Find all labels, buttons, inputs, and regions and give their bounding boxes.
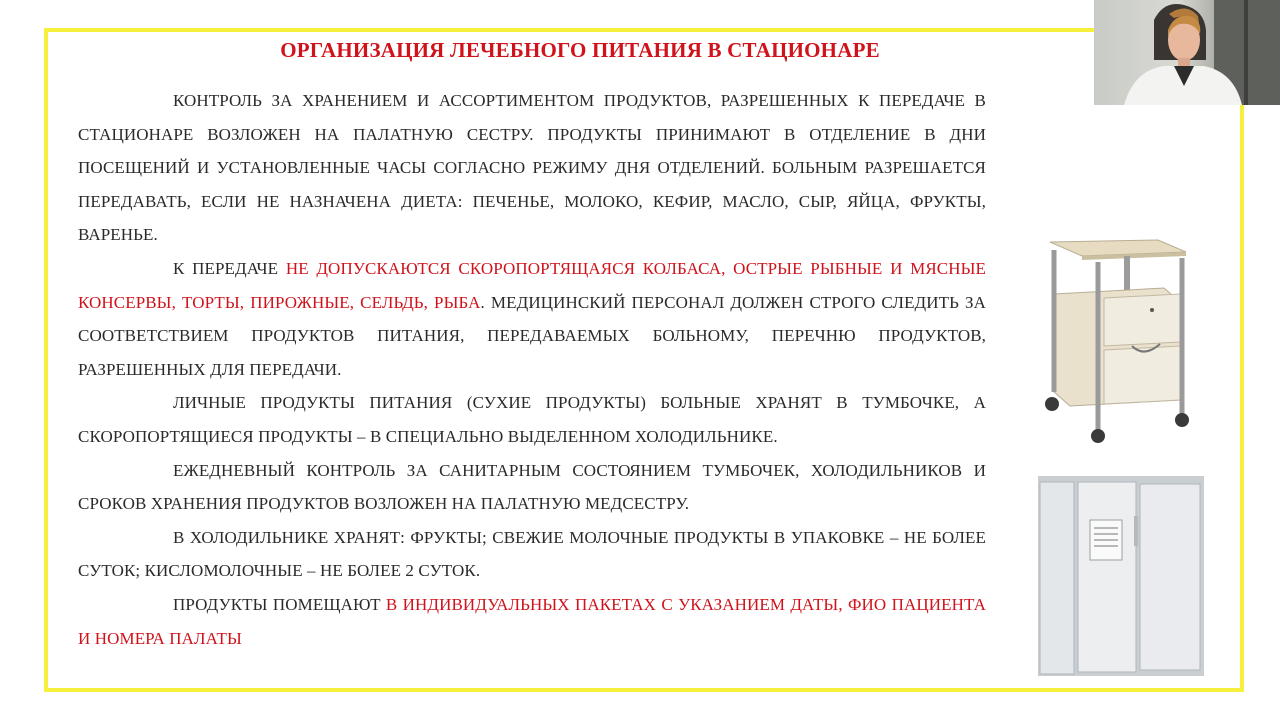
webcam-video xyxy=(1094,0,1280,105)
refrigerators-image xyxy=(1038,476,1204,676)
paragraph-3: ЛИЧНЫЕ ПРОДУКТЫ ПИТАНИЯ (СУХИЕ ПРОДУКТЫ) БОЛЬНЫЕ ХРАНЯТ В ТУМБОЧКЕ, А СКОРОПОРТЯЩИЕСЯ ПРОДУКТЫ – В СПЕЦИАЛЬНО ВЫДЕЛЕННОМ ХОЛОДИЛЬНИКЕ. xyxy=(78,393,986,446)
paragraph-2 xyxy=(78,252,986,386)
paragraph-6-highlight: В ИНДИВИДУАЛЬНЫХ ПАКЕТАХ С УКАЗАНИЕМ ДАТЫ, ФИО ПАЦИЕНТА И НОМЕРА ПАЛАТЫ xyxy=(78,594,986,648)
presenter-image xyxy=(1094,0,1280,105)
bedside-cabinet-image xyxy=(1040,232,1196,452)
paragraph-4: ЕЖЕДНЕВНЫЙ КОНТРОЛЬ ЗА САНИТАРНЫМ СОСТОЯНИЕМ ТУМБОЧЕК, ХОЛОДИЛЬНИКОВ И СРОКОВ ХРАНЕНИЯ ПРОДУКТОВ ВОЗЛОЖЕН НА ПАЛАТНУЮ МЕДСЕСТРУ. xyxy=(78,460,986,514)
paragraph-6-start: ПРОДУКТЫ ПОМЕЩАЮТ xyxy=(173,594,386,614)
paragraph-2-highlight: НЕ ДОПУСКАЮТСЯ СКОРОПОРТЯЩАЯСЯ КОЛБАСА, ОСТРЫЕ РЫБНЫЕ И МЯСНЫЕ КОНСЕРВЫ, ТОРТЫ, ПИРОЖНЫЕ, СЕЛЬДЬ, РЫБА xyxy=(78,258,986,312)
paragraph-5: В ХОЛОДИЛЬНИКЕ ХРАНЯТ: ФРУКТЫ; СВЕЖИЕ МОЛОЧНЫЕ ПРОДУКТЫ В УПАКОВКЕ – НЕ БОЛЕЕ СУТОК; КИСЛОМОЛОЧНЫЕ – НЕ БОЛЕЕ 2 СУТОК. xyxy=(78,527,986,581)
slide-body xyxy=(78,84,986,655)
slide-title: ОРГАНИЗАЦИЯ ЛЕЧЕБНОГО ПИТАНИЯ В СТАЦИОНАРЕ xyxy=(280,38,880,62)
paragraph-6 xyxy=(78,588,986,655)
paragraph-1: КОНТРОЛЬ ЗА ХРАНЕНИЕМ И АССОРТИМЕНТОМ ПРОДУКТОВ, РАЗРЕШЕННЫХ К ПЕРЕДАЧЕ В СТАЦИОНАРЕ ВОЗЛОЖЕН НА ПАЛАТНУЮ СЕСТРУ. ПРОДУКТЫ ПРИНИМАЮТ В ОТДЕЛЕНИЕ В ДНИ ПОСЕЩЕНИЙ И УСТАНОВЛЕННЫЕ ЧАСЫ СОГЛАСНО РЕЖИМУ ДНЯ ОТДЕЛЕНИЙ. БОЛЬНЫМ РАЗРЕШАЕТСЯ ПЕРЕДАВАТЬ, ЕСЛИ НЕ НАЗНАЧЕНА ДИЕТА: ПЕЧЕНЬЕ, МОЛОКО, КЕФИР, МАСЛО, СЫР, ЯЙЦА, ФРУКТЫ, ВАРЕНЬЕ. xyxy=(78,91,986,245)
paragraph-2-end: . МЕДИЦИНСКИЙ ПЕРСОНАЛ ДОЛЖЕН СТРОГО СЛЕДИТЬ ЗА СООТВЕТСТВИЕМ ПРОДУКТОВ ПИТАНИЯ, ПЕРЕДАВАЕМЫХ БОЛЬНОМУ, ПЕРЕЧНЮ ПРОДУКТОВ, РАЗРЕШЕННЫХ ДЛЯ ПЕРЕДАЧИ. xyxy=(78,292,986,379)
paragraph-2-start: К ПЕРЕДАЧЕ xyxy=(173,258,286,278)
